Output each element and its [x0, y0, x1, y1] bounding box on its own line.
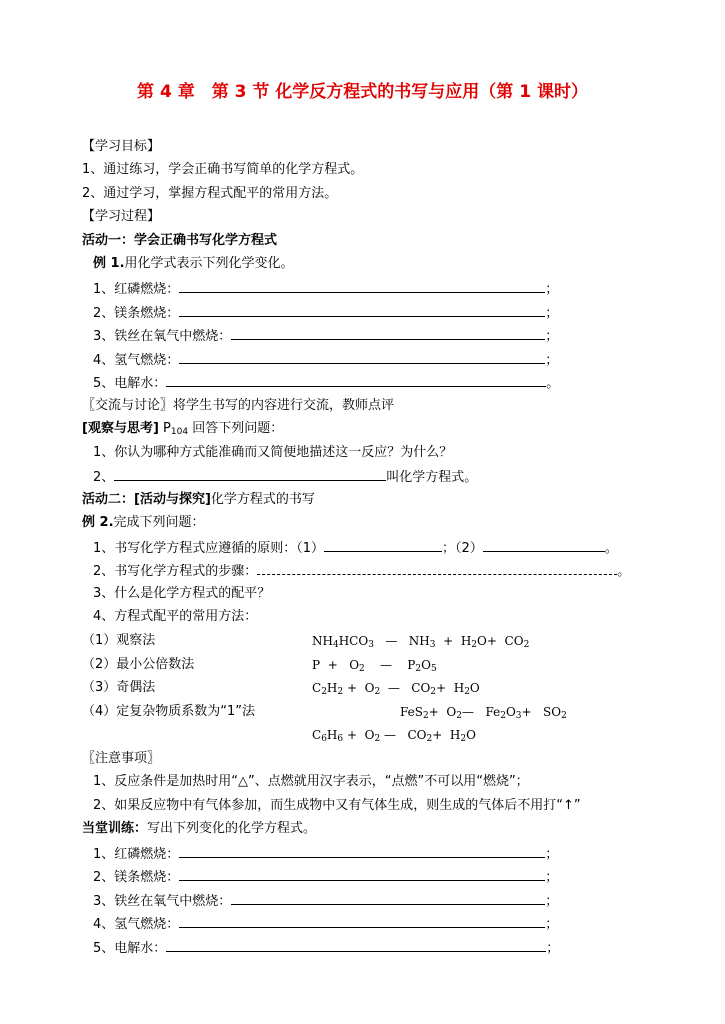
answer-blank[interactable] [231, 325, 545, 340]
punct: ； [545, 894, 559, 909]
reaction-label: 1、红磷燃烧： [93, 847, 180, 862]
punct: ； [545, 870, 559, 885]
method-row [82, 678, 682, 698]
punct: ； [545, 329, 559, 344]
observe-line [82, 419, 283, 439]
method-label: （3）奇偶法 [82, 680, 156, 695]
answer-blank[interactable] [257, 560, 617, 575]
discussion: 〖交流与讨论〗将学生书写的内容进行交流，教师点评 [82, 398, 395, 413]
practice-item [93, 866, 558, 886]
reaction-label: 3、铁丝在氧气中燃烧： [93, 894, 232, 909]
answer-blank[interactable] [179, 866, 545, 881]
punct: ； [545, 917, 559, 932]
reaction-label: 4、氢气燃烧： [93, 917, 180, 932]
practice-item [93, 890, 558, 910]
answer-blank[interactable] [166, 937, 546, 952]
question-2 [93, 466, 477, 486]
page-title: 第 4 章 第 3 节 化学反方程式的书写与应用（第 1 课时） [137, 82, 588, 102]
method-label: （1）观察法 [82, 633, 156, 648]
method-label: （2）最小公倍数法 [82, 657, 195, 672]
practice-item [93, 913, 558, 933]
answer-blank[interactable] [324, 537, 442, 552]
activity-2-heading [82, 490, 315, 510]
reaction-item [93, 302, 558, 322]
reaction-label: 3、铁丝在氧气中燃烧： [93, 329, 232, 344]
answer-blank[interactable] [179, 302, 545, 317]
answer-blank[interactable] [179, 843, 545, 858]
answer-blank[interactable] [179, 349, 545, 364]
answer-blank[interactable] [231, 890, 545, 905]
punct: ； [546, 941, 560, 956]
method-row [82, 631, 682, 651]
punct: ； [545, 847, 559, 862]
reaction-item [93, 372, 559, 392]
process-header: 【学习过程】 [82, 209, 161, 224]
activity-2-text: 化学方程式的书写 [210, 492, 315, 507]
note-2: 2、如果反应物中有气体参加，而生成物中又有气体生成，则生成的气体后不用打“↑” [93, 798, 581, 813]
notes-header: 〖注意事项〗 [82, 751, 161, 766]
punct: 。 [617, 564, 631, 579]
q2-suffix: 叫化学方程式。 [386, 470, 478, 485]
practice-bold: 当堂训练： [82, 821, 148, 836]
ex2-2: 2、书写化学方程式的步骤： [93, 564, 258, 579]
page-ref: P [158, 421, 171, 436]
reaction-label: 5、电解水： [93, 376, 167, 391]
example-2-text: 完成下列问题： [113, 515, 205, 530]
reaction-label: 5、电解水： [93, 941, 167, 956]
observe-text: 回答下列问题： [188, 421, 284, 436]
ex2-item-2 [93, 560, 630, 580]
practice-item [93, 843, 558, 863]
reaction-label: 2、镁条燃烧： [93, 870, 180, 885]
punct: ； [545, 306, 559, 321]
method-row [82, 702, 682, 722]
reaction-label: 4、氢气燃烧： [93, 353, 180, 368]
page-ref-number: 104 [170, 427, 189, 437]
equation: $NH_4HCO_3$ — $NH_3 + H_2O+ CO_2$ [312, 634, 530, 650]
reaction-item [93, 349, 558, 369]
example-1-text: 用化学式表示下列化学变化。 [124, 256, 294, 271]
equation: $C_2H_2 + O_2$ — $CO_2+ H_2O$ [312, 681, 480, 697]
practice-heading [82, 819, 316, 839]
equation: $P + O_2$ — $P_2O_5$ [312, 658, 437, 674]
note-1: 1、反应条件是加热时用“△”、点燃就用汉字表示，“点燃”不可以用“燃烧”； [93, 774, 529, 789]
ex2-item-3: 3、什么是化学方程式的配平？ [93, 586, 271, 601]
goal-2: 2、通过学习，掌握方程式配平的常用方法。 [82, 186, 338, 201]
ex2-1b: ；（2） [442, 541, 483, 556]
activity-1-heading: 活动一：学会正确书写化学方程式 [82, 233, 278, 248]
answer-blank[interactable] [166, 372, 546, 387]
reaction-label: 2、镁条燃烧： [93, 306, 180, 321]
ex2-1a: 1、书写化学方程式应遵循的原则：（1） [93, 541, 325, 556]
practice-text: 写出下列变化的化学方程式。 [147, 821, 317, 836]
ex2-item-1 [93, 537, 618, 557]
reaction-label: 1、红磷燃烧： [93, 282, 180, 297]
equation: $C_6H_6 + O_2$ — $CO_2+ H_2O$ [312, 728, 476, 744]
answer-blank[interactable] [483, 537, 605, 552]
method-label: （4）定复杂物质系数为“1”法 [82, 704, 256, 719]
observe-label: [观察与思考] [82, 421, 159, 436]
punct: ； [545, 282, 559, 297]
method-row [82, 725, 682, 745]
goal-1: 1、通过练习，学会正确书写简单的化学方程式。 [82, 162, 364, 177]
equation: $FeS_2+ O_2—$ $Fe_2O_3+ SO_2$ [400, 705, 567, 721]
example-2 [82, 513, 205, 533]
q2-prefix: 2、 [93, 470, 115, 485]
question-1: 1、你认为哪种方式能准确而又简便地描述这一反应？为什么？ [93, 445, 453, 460]
example-2-label: 例 2. [82, 515, 114, 530]
answer-blank[interactable] [179, 913, 545, 928]
answer-blank[interactable] [114, 466, 386, 481]
punct: ； [545, 353, 559, 368]
practice-item [93, 937, 559, 957]
activity-2-bold: 活动二：[活动与探究] [82, 492, 211, 507]
example-1-label: 例 1. [93, 256, 125, 271]
goals-header: 【学习目标】 [82, 139, 161, 154]
ex2-item-4: 4、方程式配平的常用方法： [93, 609, 258, 624]
example-1 [93, 254, 294, 274]
answer-blank[interactable] [179, 278, 545, 293]
reaction-item [93, 278, 558, 298]
method-row [82, 655, 682, 675]
punct: 。 [604, 541, 618, 556]
reaction-item [93, 325, 558, 345]
punct: 。 [546, 376, 560, 391]
